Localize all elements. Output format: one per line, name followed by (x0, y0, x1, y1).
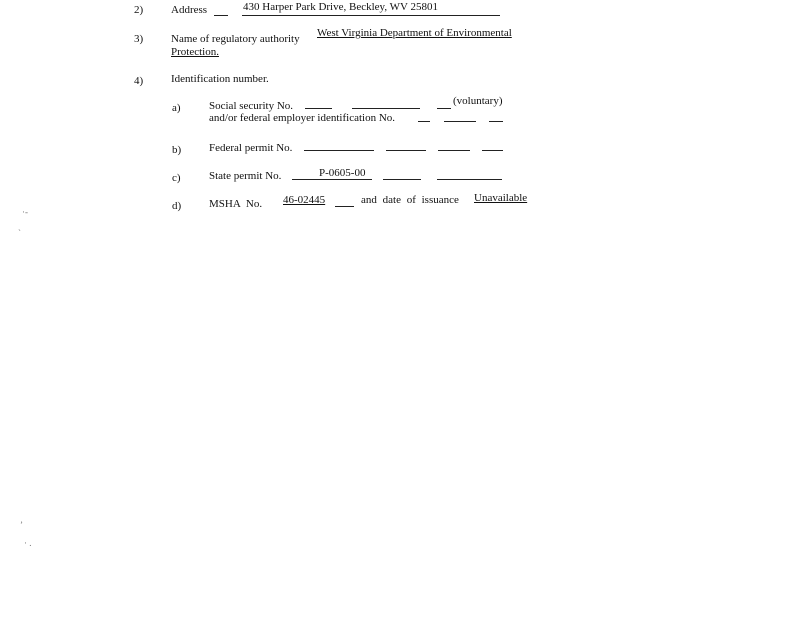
item-4a-letter: a) (172, 102, 181, 114)
msha-blank (335, 206, 354, 207)
item-4b-letter: b) (172, 144, 182, 156)
msha-value: 46-02445 (283, 194, 326, 206)
item-3-number: 3) (134, 33, 144, 45)
msha-label: MSHA No. (209, 198, 263, 210)
ssn-blank-1 (305, 108, 332, 109)
address-blank-leading (214, 15, 228, 16)
ssn-blank-3 (437, 108, 451, 109)
scan-speck: · . (24, 538, 32, 548)
item-4d-letter: d) (172, 200, 182, 212)
issuance-date-value: Unavailable (474, 192, 528, 204)
social-security-label: Social security No. (209, 100, 294, 112)
fein-blank-2 (444, 121, 476, 122)
federal-employer-id-label: and/or federal employer identification No. (209, 112, 396, 124)
fein-blank-3 (489, 121, 503, 122)
item-2-number: 2) (134, 4, 144, 16)
state-permit-label: State permit No. (209, 170, 282, 182)
federal-permit-blank-4 (482, 150, 503, 151)
federal-permit-blank-3 (438, 150, 470, 151)
address-label: Address (171, 4, 208, 16)
ssn-blank-2 (352, 108, 420, 109)
federal-permit-blank-2 (386, 150, 426, 151)
scan-speck: ʼ (20, 520, 23, 530)
fein-blank-1 (418, 121, 430, 122)
federal-permit-label: Federal permit No. (209, 142, 293, 154)
item-4-number: 4) (134, 75, 144, 87)
regulatory-authority-value-line1: West Virginia Department of Environmental (317, 27, 512, 39)
state-permit-blank-2 (383, 179, 421, 180)
state-permit-blank-3 (437, 179, 502, 180)
issuance-date-label: and date of issuance (361, 194, 459, 206)
state-permit-value: P-0605-00 (319, 167, 366, 179)
address-underline (242, 15, 500, 16)
identification-number-heading: Identification number. (171, 73, 269, 85)
scan-speck: ·‐ (22, 207, 28, 217)
item-4c-letter: c) (172, 172, 181, 184)
address-value: 430 Harper Park Drive, Beckley, WV 25801 (243, 1, 438, 13)
regulatory-authority-label: Name of regulatory authority (171, 33, 300, 45)
scan-speck: ˋ (18, 228, 21, 238)
regulatory-authority-value-line2: Protection. (171, 46, 219, 58)
voluntary-note: (voluntary) (453, 95, 503, 107)
federal-permit-blank-1 (304, 150, 374, 151)
